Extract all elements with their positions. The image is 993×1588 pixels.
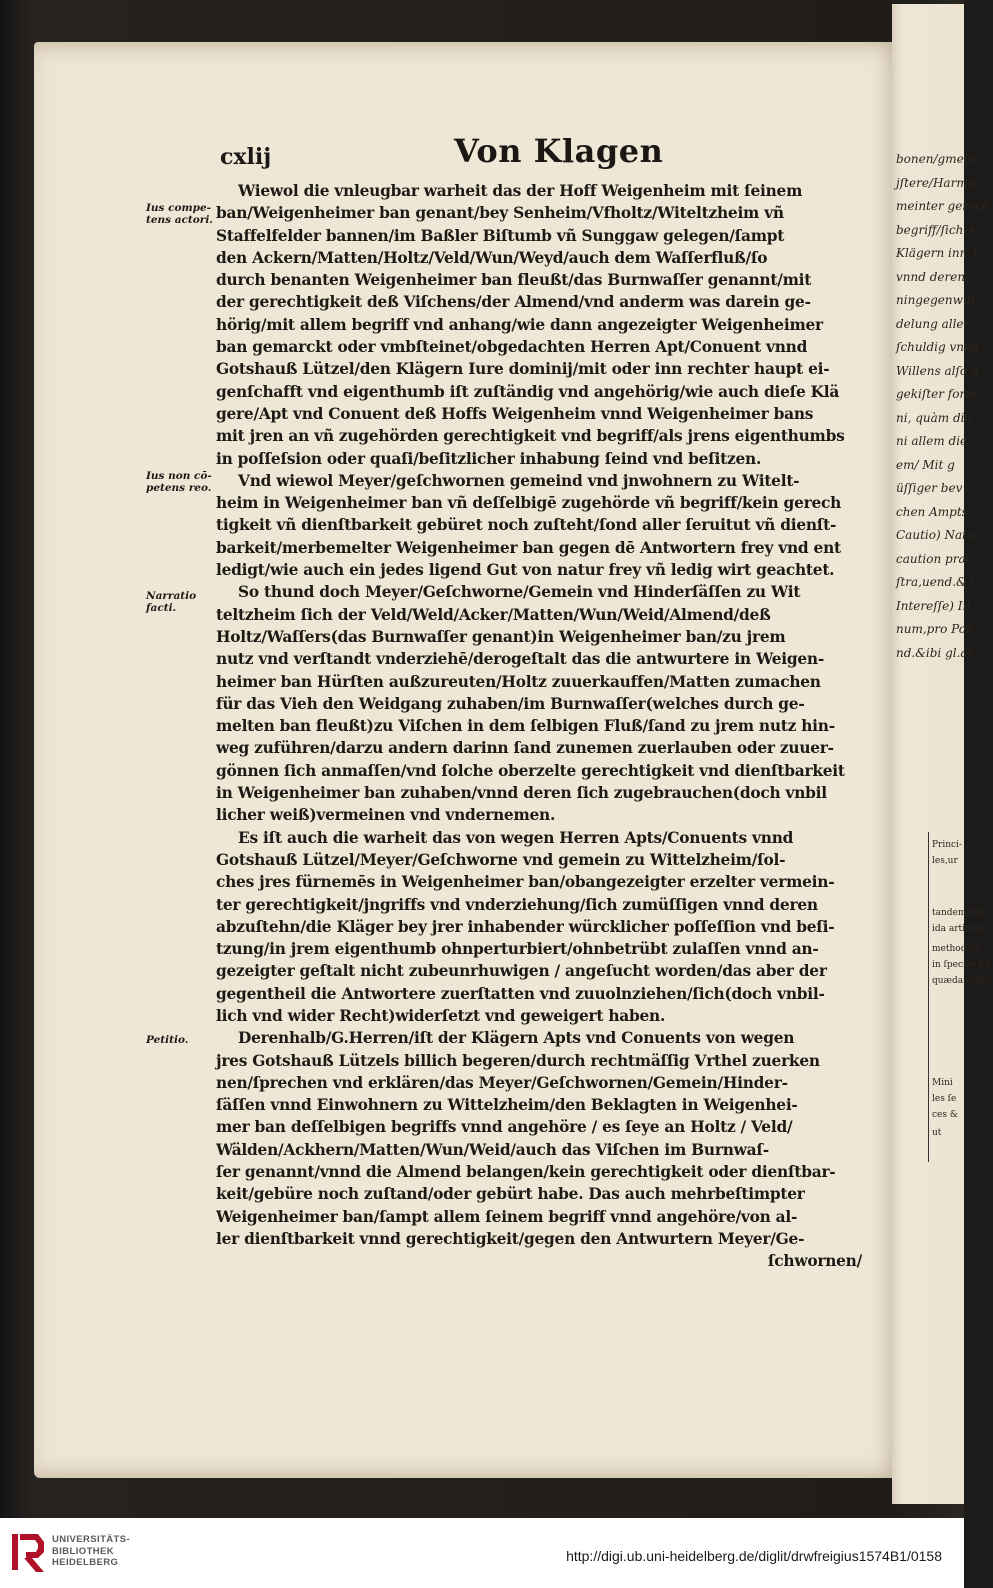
facing-page-fragment: bonen/gmein	[896, 152, 976, 166]
facing-page-fragment: Cautio) Natu	[896, 528, 975, 542]
text-line: barkeit/merbemelter Weigenheimer ban gegen dē Antwortern frey vnd ent	[216, 538, 841, 557]
text-line: heimer ban Hürſten außzureuten/Holtz zuuerkauffen/Matten zumachen	[216, 672, 821, 691]
text-line: teltzheim ſich der Veld/Weld/Acker/Matten/Wun/Weid/Almend/deß	[216, 605, 771, 624]
text-line: Es iſt auch die warheit das von wegen Herren Apts/Conuents vnnd	[238, 828, 794, 847]
text-line: nen/ſprechen vnd erklären/das Meyer/Geſchwornen/Gemein/Hinder-	[216, 1073, 788, 1092]
margin-note-narratio: Narratio facti.	[146, 590, 197, 614]
text-line: tzung/in jrem eigenthumb ohnperturbiert/ohnbetrübt zulaſſen vnnd an-	[216, 940, 819, 959]
text-line: So thund doch Meyer/Geſchworne/Gemein vnd Hinderſäſſen zu Wit	[238, 583, 801, 602]
facing-page-edge	[892, 4, 993, 1504]
facing-page-note: ces &	[932, 1110, 958, 1120]
text-line: licher weiß)vermeinen vnd vndernemen.	[216, 806, 556, 825]
facing-page-fragment: begriff/ſich ȝ	[896, 222, 974, 237]
facing-page-fragment: ni, quàm diu	[896, 410, 973, 425]
text-line: in Weigenheimer ban zuhaben/vnnd deren ſich zugebrauchen(doch vnbil	[216, 784, 827, 803]
footer-bar	[0, 1518, 964, 1588]
facing-page-note: les ſe	[932, 1094, 957, 1104]
text-line: gegentheil die Antwortere zuerſtatten vnd zuuolnziehen/ſich(doch vnbil-	[216, 984, 825, 1003]
text-line: Wälden/Ackhern/Matten/Wun/Weid/auch das Viſchen im Burnwaſ-	[216, 1140, 769, 1159]
facing-page-note: Mini	[932, 1078, 953, 1088]
text-line: Staffelfelder bannen/im Baßler Biſtumb vñ Sunggaw gelegen/ſampt	[216, 226, 785, 245]
text-line: ler dienſtbarkeit vnnd gerechtigkeit/gegen den Antwurtern Meyer/Ge-	[216, 1229, 805, 1248]
text-line: mit jren an vñ zugehörden gerechtigkeit vnd begriff/als jrens eigenthumbs	[216, 427, 845, 446]
text-line: Gotshauß Lützel/Meyer/Geſchworne vnd gemein zu Wittelzheim/ſol-	[216, 850, 786, 869]
text-line: der gerechtigkeit deß Viſchens/der Almend/vnd anderm was darein ge-	[216, 293, 811, 312]
running-title: Von Klagen	[454, 132, 664, 170]
text-line: Weigenheimer ban/ſampt allem ſeinem begriff vnnd angehöre/von al-	[216, 1207, 798, 1226]
text-line: gönnen ſich anmaſſen/vnd ſolche oberzelte gerechtigkeit vnd dienſtbarkeit	[216, 761, 845, 780]
text-line: heim in Weigenheimer ban vñ deſſelbigē zugehörde vñ begriff/kein gerech	[216, 494, 842, 513]
text-line: ſäſſen vnnd Einwohnern zu Wittelzheim/den Beklagten in Weigenhei-	[216, 1096, 798, 1115]
text-line: mer ban deſſelbigen begriffs vnnd angehöre / es ſeye an Holtz / Veld/	[216, 1118, 793, 1137]
facing-page-note: quædam alia	[932, 976, 992, 986]
facing-page-note: methodica :	[932, 944, 986, 954]
text-line: ledigt/wie auch ein jedes ligend Gut von natur frey vñ ledig wirt geachtet.	[216, 561, 835, 580]
text-line: für das Vieh den Weidgang zuhaben/im Burnwaſſer(welches durch ge-	[216, 694, 805, 713]
catchword: ſchwornen/	[767, 1252, 862, 1271]
institution-line-2: BIBLIOTHEK	[52, 1545, 115, 1557]
text-line: nutz vnd verſtandt vnderziehē/derogeſtalt das die antwurtere in Weigen-	[216, 650, 825, 669]
page-header	[34, 130, 904, 180]
institution-line-3: HEIDELBERG	[52, 1557, 119, 1568]
text-line: durch benanten Weigenheimer ban fleußt/das Burnwaſſer genannt/mit	[216, 271, 812, 290]
facing-page-fragment: üſſiger bev	[896, 481, 963, 495]
facing-page-fragment: chen Ampts	[896, 504, 968, 519]
text-line: ches jres fürnemēs in Weigenheimer ban/obangezeigter erzelter vermein-	[216, 873, 835, 892]
facing-page-note: Princi-	[932, 840, 962, 850]
text-line: Gotshauß Lützel/den Klägern Iure dominij/mit oder inn rechter haupt ei-	[216, 360, 830, 379]
margin-note-ius-competens: Ius compe-tens actori.	[146, 202, 213, 226]
facing-page-fragment: gekiſter form	[896, 387, 977, 401]
text-line: Wiewol die vnleugbar warheit das der Hoff Weigenheim mit ſeinem	[238, 182, 803, 200]
institution-line-1: UNIVERSITÄTS-	[52, 1534, 131, 1545]
facing-page-fragment: Klägern inn 1	[896, 246, 979, 260]
facing-page-note: les,ur	[932, 856, 958, 866]
facing-page-fragment: ſchuldig vnnd	[896, 340, 980, 354]
facing-page-fragment: meinter gerech	[896, 199, 990, 213]
margin-note-ius-non-competens: Ius non cō-petens reo.	[146, 470, 212, 494]
text-line: den Ackern/Matten/Holtz/Veld/Wun/Weyd/auch dem Waſſerfluß/ſo	[216, 248, 768, 267]
text-line: keit/gebüre noch zuſtand/oder gebürt habe. Das auch mehrbeſtimpter	[216, 1185, 805, 1204]
text-line: ſer genannt/vnnd die Almend belangen/kein gerechtigkeit oder dienſtbar-	[216, 1163, 836, 1182]
text-line: jres Gotshauß Lützels billich begeren/durch rechtmäſſig Vrthel zuerken	[216, 1051, 820, 1070]
facing-page-note: in ſpecies ha-	[932, 960, 993, 970]
text-line: Holtz/Waſſers(das Burnwaſſer genant)in Weigenheimer ban/zu jrem	[216, 627, 786, 646]
text-line: hörig/mit allem begriff vnd anhang/wie dann angezeigter Weigenheimer	[216, 315, 823, 334]
main-text-block	[216, 180, 862, 1273]
facing-page-fragment: delung aller	[896, 316, 970, 331]
facing-page-fragment: jſtere/Harmit	[896, 175, 977, 190]
facing-page-note: ida articula	[932, 924, 985, 934]
facing-page-fragment: em/ Mit g	[896, 457, 955, 472]
facing-page-fragment: num,pro Pon	[896, 622, 974, 636]
permalink-url[interactable]: http://digi.ub.uni-heidelberg.de/diglit/drwfreigius1574B1/0158	[566, 1548, 942, 1564]
facing-page-fragment: ningegenwür	[896, 293, 977, 307]
text-line: ban/Weigenheimer ban genant/bey Senheim/Vfholtz/Witeltzheim vñ	[216, 204, 784, 223]
text-line: Vnd wiewol Meyer/geſchwornen gemeind vnd jnwohnern zu Witelt-	[238, 471, 800, 490]
text-line: gezeigter geſtalt nicht zubeunrhuwigen / angeſucht worden/das aber der	[216, 962, 827, 981]
facing-page-fragment: vnnd deren	[896, 269, 966, 284]
text-line: Derenhalb/G.Herren/iſt der Klägern Apts vnd Conuents von wegen	[238, 1029, 795, 1048]
facing-page-fragment: ſtra,uend.& i	[896, 575, 975, 589]
facing-page-fragment: Willens alſo g	[896, 363, 979, 378]
facing-page-note: tandem fub-	[932, 908, 988, 918]
book-page	[34, 42, 904, 1478]
text-line: ter gerechtigkeit/jngriffs vnd vnderziehung/ſich zumüſſigen vnnd deren	[216, 895, 818, 914]
text-line: melten ban fleußt)zu Viſchen in dem ſelbigen Fluß/ſand zu jrem nutz hin-	[216, 717, 835, 736]
text-line: ban gemarckt oder vmbſteinet/obgedachten Herren Apt/Conuent vnnd	[216, 338, 808, 357]
margin-note-petitio: Petitio.	[146, 1034, 189, 1046]
facing-page-fragment: caution præ	[896, 551, 970, 566]
text-line: in poſſeſsion oder quaſi/beſitzlicher inhabung ſeind vnd beſitzen.	[216, 449, 762, 468]
text-line: abzuſtehn/die Kläger bey jrer inhabender würcklicher poſſeſſion vnd beſi-	[216, 917, 835, 936]
university-library-logo-icon	[10, 1528, 46, 1576]
text-line: gere/Apt vnd Conuent deß Hoffs Weigenheim vnnd Weigenheimer bans	[216, 404, 814, 423]
text-line: weg zuführen/darzu andern darinn ſand zunemen zuerlauben oder zuuer-	[216, 739, 834, 758]
text-line: lich vnd wider Recht)widerſetzt vnd geweigert haben.	[216, 1006, 666, 1025]
facing-page-fragment: nd.&ibi gl.ac	[896, 645, 975, 660]
facing-page-fragment: ni allem die	[896, 434, 968, 448]
text-line: genſchafft vnd eigenthumb iſt zuſtändig vnd angehörig/wie auch dieſe Klä	[216, 382, 840, 401]
facing-page-fragment: Intereſſe) In	[896, 598, 971, 613]
institution-name	[52, 1534, 130, 1569]
text-line: tigkeit vñ dienſtbarkeit gebüret noch zuſteht/ſond aller ſeruitut vñ dienſt-	[216, 516, 837, 535]
folio-number: cxlij	[220, 144, 272, 170]
facing-page-note: ut	[932, 1128, 942, 1138]
